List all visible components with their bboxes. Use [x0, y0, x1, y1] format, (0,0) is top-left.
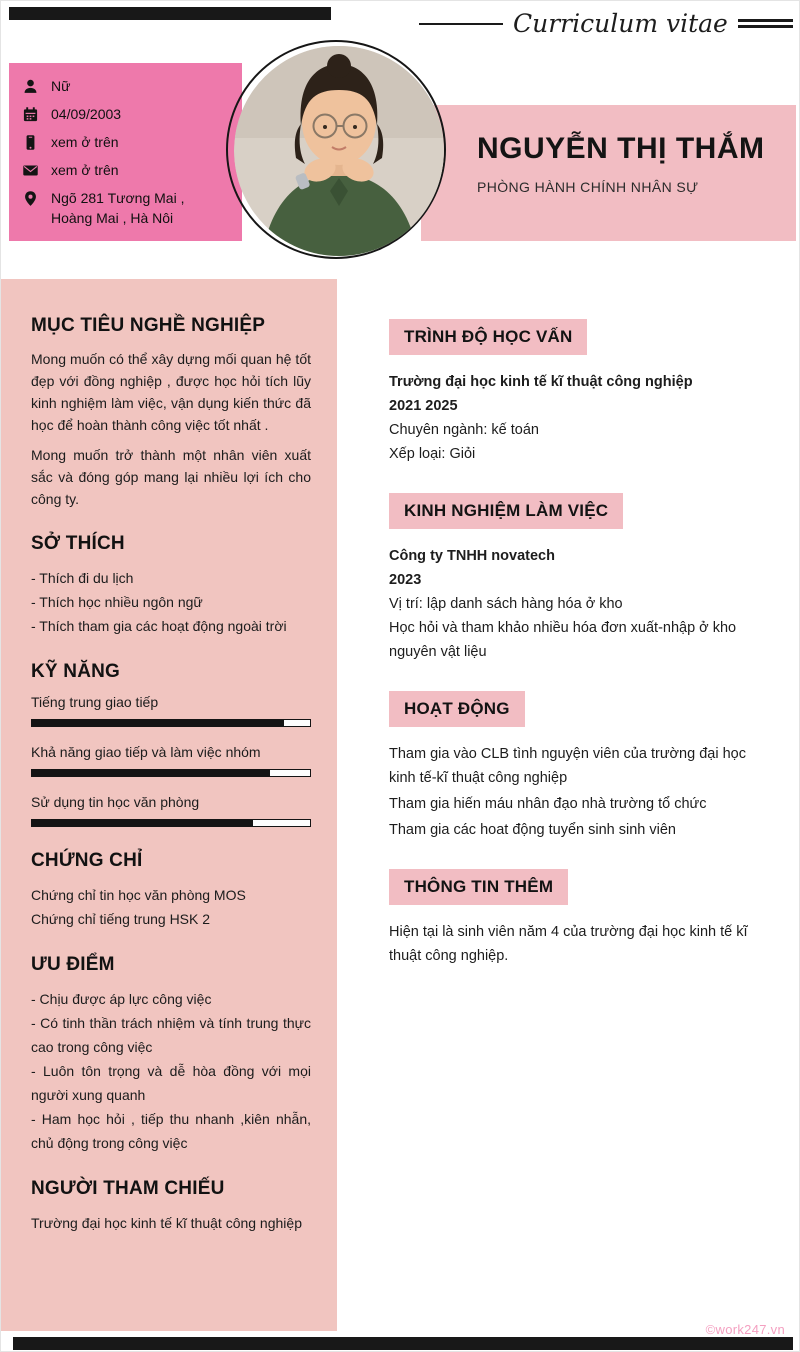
experience-heading-box [389, 493, 623, 529]
skill-progress-fill [31, 819, 253, 827]
certificate-item: Chứng chỉ tin học văn phòng MOS [31, 887, 246, 903]
contact-row-phone [22, 132, 234, 152]
curriculum-vitae-banner [419, 9, 793, 38]
contact-card [9, 63, 242, 241]
decorative-line-left [419, 23, 503, 25]
left-sidebar [1, 279, 337, 1331]
contact-email: xem ở trên [51, 162, 119, 178]
section-references [31, 1178, 311, 1235]
section-experience [389, 493, 773, 664]
section-activities [389, 691, 773, 842]
header [1, 1, 799, 279]
experience-company: Công ty TNHH novatech [389, 548, 555, 564]
objective-paragraph: Mong muốn có thể xây dựng mối quan hệ tốt đẹp với đồng nghiệp , được học hỏi tích lũy kinh nghiệm làm việc, vận dụng kiến thức đã học để hoàn thành công việc tốt nhất . [31, 351, 311, 433]
section-objective [31, 315, 311, 510]
footer [1, 1322, 799, 1352]
job-title: PHÒNG HÀNH CHÍNH NHÂN SỰ [477, 179, 699, 195]
profile-photo-image [234, 45, 444, 257]
section-strengths [31, 954, 311, 1155]
skill-item [31, 794, 311, 827]
section-skills [31, 661, 311, 827]
strength-item: - Có tinh thần trách nhiệm và tính trung thực cao trong công việc [31, 1015, 311, 1055]
activities-heading-box [389, 691, 525, 727]
mail-icon [22, 162, 39, 179]
skill-progress-fill [31, 769, 270, 777]
certificate-item: Chứng chỉ tiếng trung HSK 2 [31, 911, 211, 927]
experience-heading: KINH NGHIỆM LÀM VIỆC [404, 501, 609, 520]
skill-label: Khả năng giao tiếp và làm việc nhóm [31, 744, 261, 760]
section-certificates [31, 850, 311, 931]
contact-row-email [22, 160, 234, 180]
location-icon [22, 190, 39, 207]
activities-heading: HOẠT ĐỘNG [404, 699, 510, 718]
script-title-text: Curriculum vitae [513, 9, 728, 38]
more-info-heading: THÔNG TIN THÊM [404, 877, 554, 896]
skill-item [31, 694, 311, 727]
experience-position: Vị trí: lập danh sách hàng hóa ở kho [389, 596, 623, 612]
contact-row-gender [22, 76, 234, 96]
section-education [389, 319, 773, 466]
contact-gender: Nữ [51, 78, 71, 94]
objective-heading: MỤC TIÊU NGHỀ NGHIỆP [31, 315, 266, 336]
more-info-heading-box [389, 869, 568, 905]
decorative-double-line-right [738, 19, 793, 28]
education-major: Chuyên ngành: kế toán [389, 422, 539, 438]
references-heading: NGƯỜI THAM CHIẾU [31, 1178, 225, 1199]
objective-paragraph: Mong muốn trở thành một nhân viên xuất sắc và đóng góp mang lại nhiều lợi ích cho công ty. [31, 447, 311, 507]
skill-label: Sử dụng tin học văn phòng [31, 794, 200, 810]
person-name: NGUYỄN THỊ THẮM [477, 132, 765, 165]
main-column [337, 279, 799, 1331]
education-heading-box [389, 319, 587, 355]
skill-progress-bar [31, 769, 311, 777]
more-info-text: Hiện tại là sinh viên năm 4 của trường đại học kinh tế kĩ thuật công nghiệp. [389, 924, 748, 964]
profile-photo [234, 45, 444, 257]
education-grade: Xếp loại: Giỏi [389, 446, 476, 462]
person-icon [22, 78, 39, 95]
hobbies-heading: SỞ THÍCH [31, 533, 125, 554]
skill-progress-fill [31, 719, 284, 727]
contact-row-address [22, 188, 234, 228]
calendar-icon [22, 106, 39, 123]
education-school: Trường đại học kinh tế kĩ thuật công nghiệp [389, 374, 693, 390]
name-banner [421, 105, 796, 241]
body-columns [1, 279, 799, 1331]
experience-detail: Học hỏi và tham khảo nhiều hóa đơn xuất-nhập ở kho nguyên vật liệu [389, 620, 737, 660]
hobby-item: - Thích học nhiều ngôn ngữ [31, 594, 203, 610]
education-heading: TRÌNH ĐỘ HỌC VẤN [404, 327, 573, 346]
certificates-heading: CHỨNG CHỈ [31, 850, 143, 871]
strength-item: - Luôn tôn trọng và dễ hòa đồng với mọi người xung quanh [31, 1063, 311, 1103]
activity-item: Tham gia các hoat động tuyển sinh sinh viên [389, 822, 676, 838]
experience-year: 2023 [389, 572, 422, 588]
reference-item: Trường đại học kinh tế kĩ thuật công nghiệp [31, 1215, 302, 1231]
skill-progress-bar [31, 719, 311, 727]
strength-item: - Ham học hỏi , tiếp thu nhanh ,kiên nhẫn, chủ động trong công việc [31, 1111, 311, 1151]
strength-item: - Chịu được áp lực công việc [31, 991, 212, 1007]
education-years: 2021 2025 [389, 398, 458, 414]
skill-progress-bar [31, 819, 311, 827]
watermark: ©work247.vn [705, 1322, 785, 1337]
contact-address-line1: Ngõ 281 Tương Mai , [51, 190, 185, 206]
section-hobbies [31, 533, 311, 638]
activity-item: Tham gia vào CLB tình nguyện viên của trường đại học kinh tế-kĩ thuật công nghiệp [389, 746, 746, 786]
activity-item: Tham gia hiến máu nhân đạo nhà trường tổ chức [389, 796, 707, 812]
skills-heading: KỸ NĂNG [31, 661, 121, 682]
hobby-item: - Thích tham gia các hoạt động ngoài trời [31, 618, 287, 634]
skill-item [31, 744, 311, 777]
contact-address [51, 188, 184, 228]
phone-icon [22, 134, 39, 151]
bottom-accent-bar [13, 1337, 793, 1350]
strengths-heading: ƯU ĐIỂM [31, 954, 115, 975]
section-more-info [389, 869, 773, 968]
contact-address-line2: Hoàng Mai , Hà Nôi [51, 210, 174, 226]
hobby-item: - Thích đi du lịch [31, 570, 134, 586]
top-accent-bar [9, 7, 331, 20]
contact-dob: 04/09/2003 [51, 106, 122, 122]
skill-label: Tiếng trung giao tiếp [31, 694, 159, 710]
contact-phone: xem ở trên [51, 134, 119, 150]
contact-row-dob [22, 104, 234, 124]
